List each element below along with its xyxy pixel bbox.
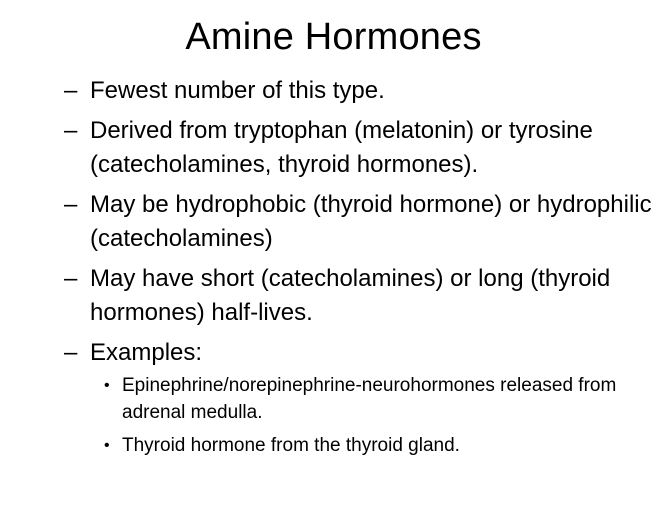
dash-marker: – [64,117,78,144]
dash-marker: – [64,77,78,104]
sub-list-item-text: Thyroid hormone from the thyroid gland. [122,435,460,456]
list-item-text: May have short (catecholamines) or long (thyroid hormones) half-lives. [90,265,611,326]
list-item [62,114,662,182]
list-item [62,74,662,108]
list-item [62,188,662,256]
bullet-marker: • [104,377,110,394]
sub-list-item [98,432,667,459]
bullet-list [62,74,662,465]
slide-title: Amine Hormones [185,16,482,58]
dash-marker: – [64,191,78,218]
dash-marker: – [64,265,78,292]
list-item [62,262,662,330]
sub-list-item [98,372,667,426]
sub-list-item-text: Epinephrine/norepinephrine-neurohormones released from adrenal medulla. [122,375,617,423]
list-item-text: Examples: [90,339,203,366]
dash-marker: – [64,339,78,366]
bullet-marker: • [104,437,110,454]
list-item [62,336,662,459]
list-item-text: May be hydrophobic (thyroid hormone) or hydrophilic (catecholamines) [90,191,652,252]
list-item-text: Fewest number of this type. [90,77,385,104]
list-item-text: Derived from tryptophan (melatonin) or tyrosine (catecholamines, thyroid hormones). [90,117,593,178]
sub-bullet-list [98,372,667,459]
